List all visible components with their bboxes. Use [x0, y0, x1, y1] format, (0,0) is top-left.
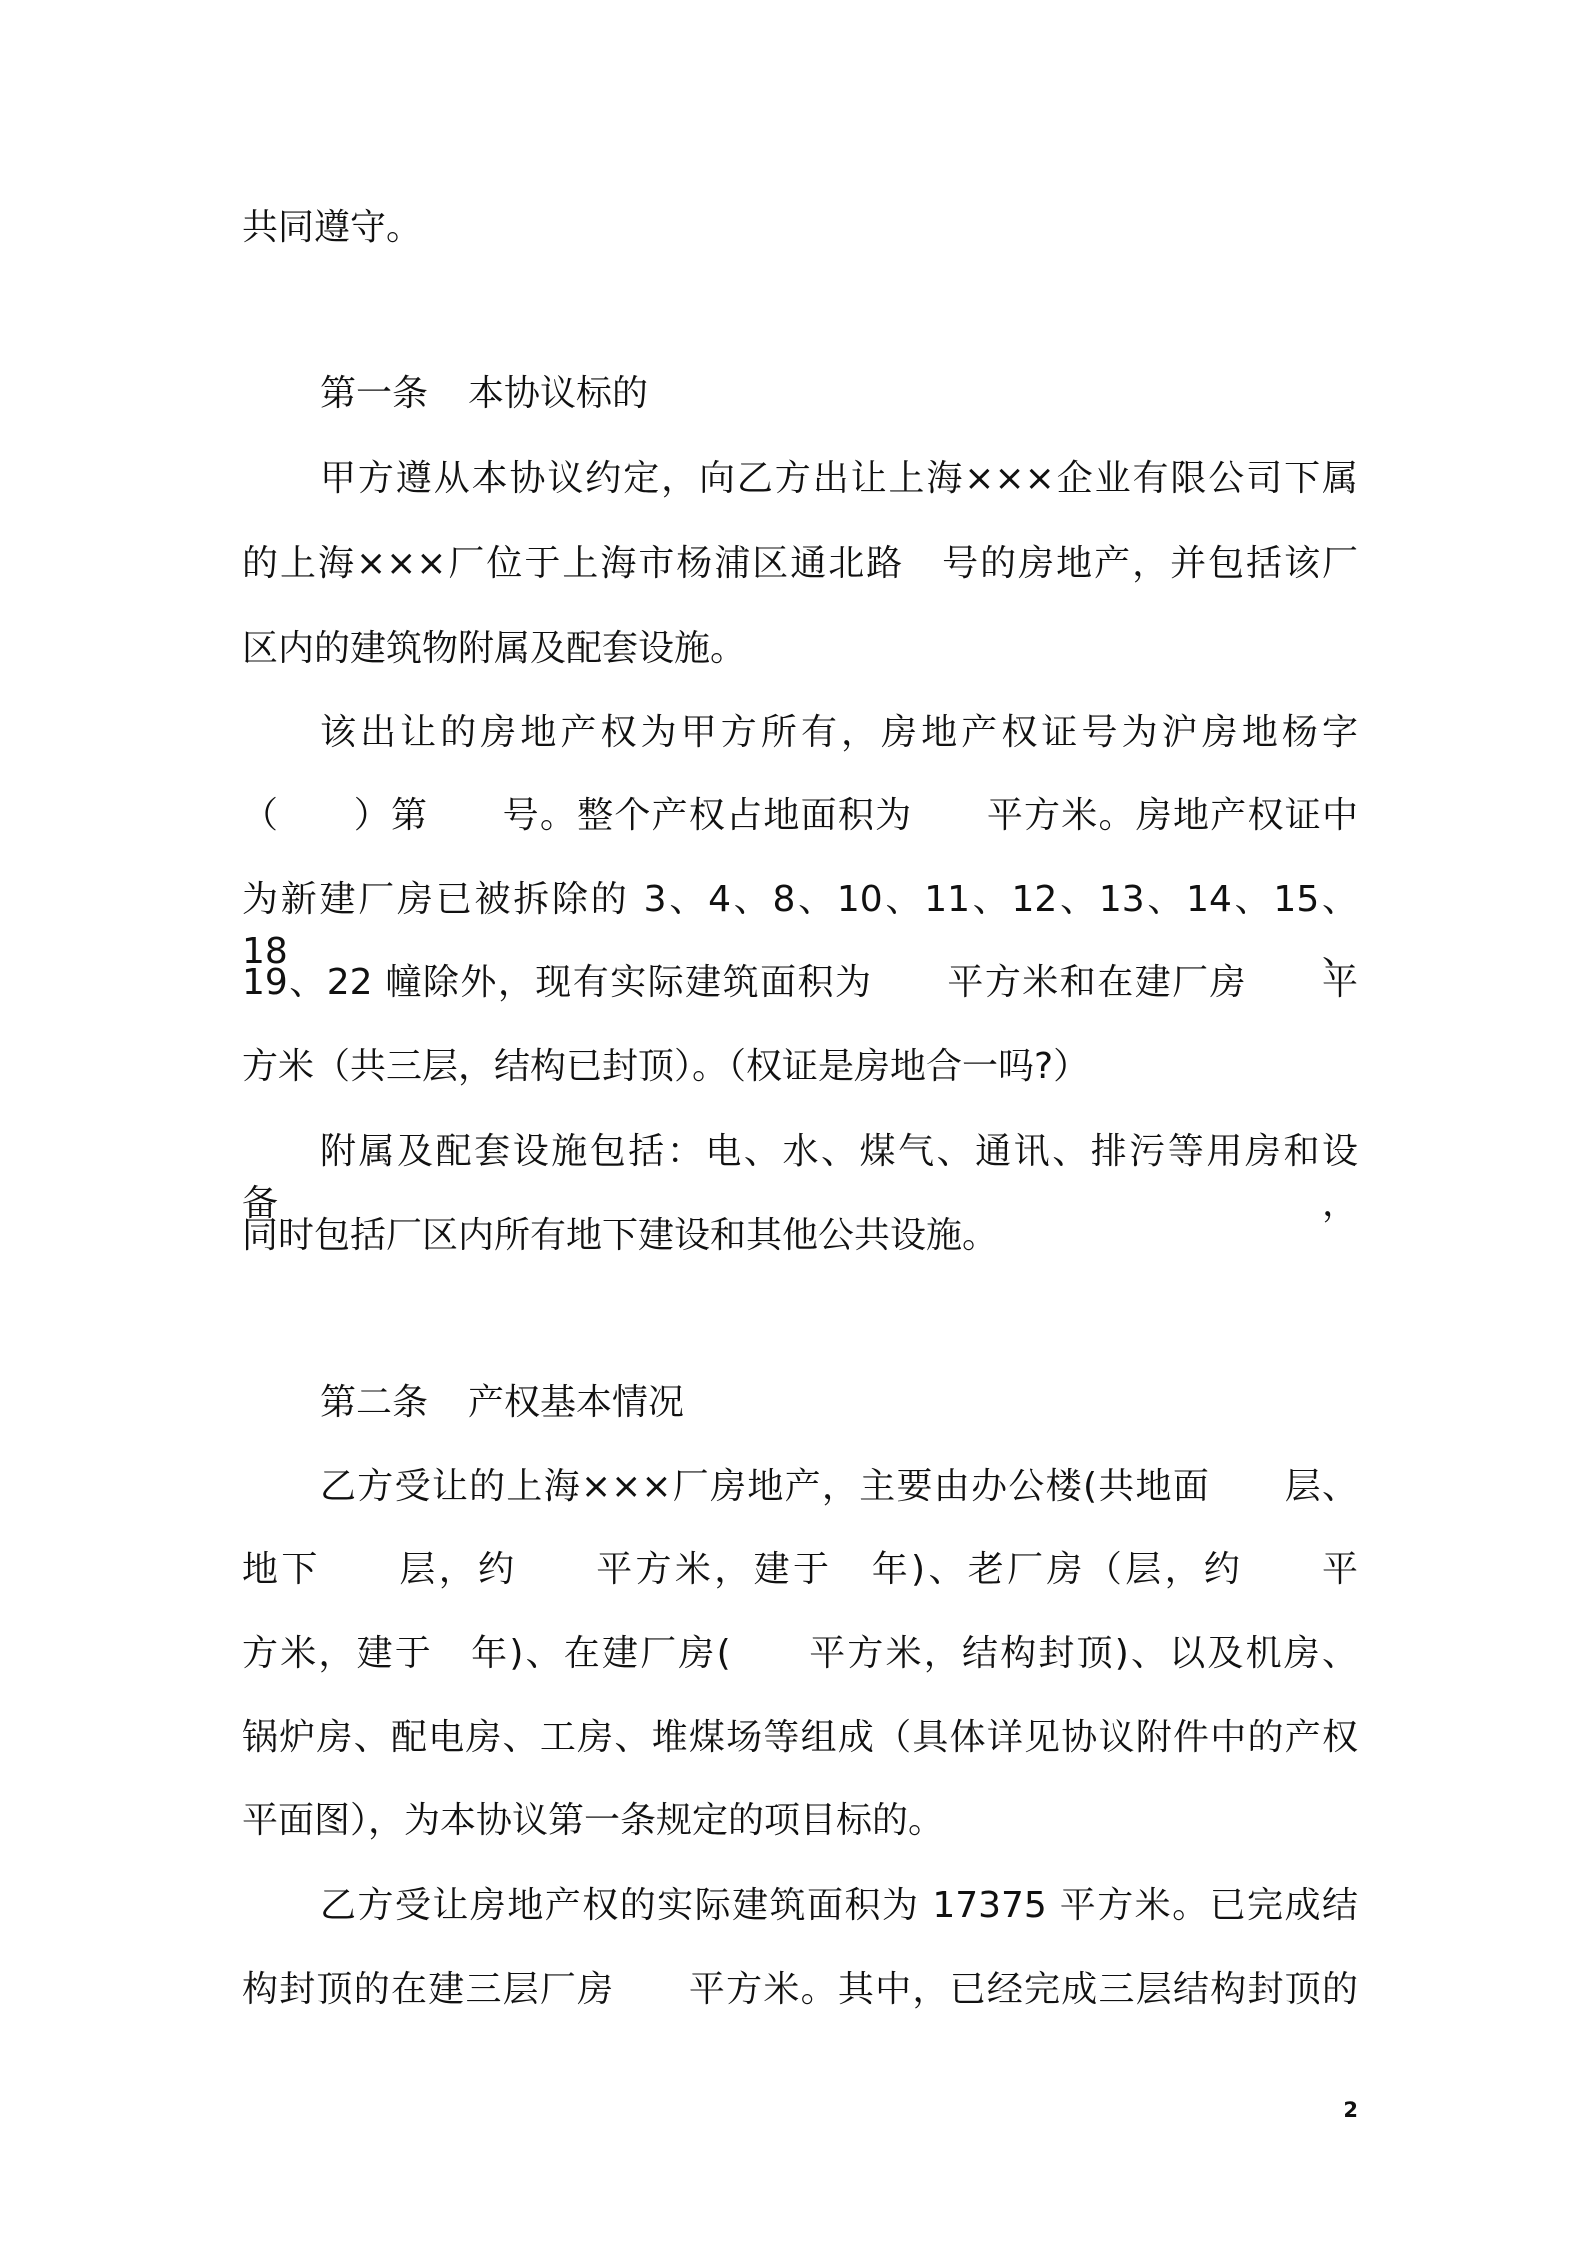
text-line: 锅炉房、配电房、工房、堆煤场等组成（具体详见协议附件中的产权 — [242, 1717, 1358, 1758]
text-line: 乙方受让房地产权的实际建筑面积为 17375 平方米。已完成结 — [320, 1885, 1358, 1926]
text-line: 共同遵守。 — [242, 207, 423, 248]
article-title: 产权基本情况 — [468, 1382, 685, 1423]
article-number: 第一条 — [320, 373, 429, 414]
text-line: 乙方受让的上海×××厂房地产，主要由办公楼(共地面 层、 — [320, 1466, 1358, 1507]
text-line: 该出让的房地产权为甲方所有，房地产权证号为沪房地杨字 — [320, 712, 1358, 753]
text-line: 甲方遵从本协议约定，向乙方出让上海×××企业有限公司下属 — [320, 458, 1358, 499]
text-line: 构封顶的在建三层厂房 平方米。其中，已经完成三层结构封顶的 — [242, 1969, 1358, 2010]
text-line: 方米，建于 年)、在建厂房( 平方米，结构封顶)、以及机房、 — [242, 1633, 1358, 1674]
article-heading — [242, 1377, 1358, 1429]
text-line: 的上海×××厂位于上海市杨浦区通北路 号的房地产，并包括该厂 — [242, 543, 1358, 584]
text-line: 方米（共三层，结构已封顶）。（权证是房地合一吗?） — [242, 1046, 1090, 1087]
page-number: 2 — [1343, 2098, 1358, 2122]
text-line: 为新建厂房已被拆除的 3、4、8、10、11、12、13、14、15、18、 — [242, 879, 1358, 972]
article-title: 本协议标的 — [468, 373, 649, 414]
text-line: 平面图），为本协议第一条规定的项目标的。 — [242, 1800, 945, 1841]
text-line: 19、22 幢除外，现有实际建筑面积为 平方米和在建厂房 平 — [242, 962, 1358, 1003]
text-line: （ ）第 号。整个产权占地面积为 平方米。房地产权证中 — [242, 795, 1358, 836]
text-line: 区内的建筑物附属及配套设施。 — [242, 628, 747, 669]
text-line: 地下 层，约 平方米，建于 年)、老厂房（层，约 平 — [242, 1549, 1358, 1590]
text-line: 附属及配套设施包括：电、水、煤气、通讯、排污等用房和设备， — [242, 1131, 1358, 1224]
article-heading — [242, 368, 1358, 420]
text-line: 同时包括厂区内所有地下建设和其他公共设施。 — [242, 1215, 999, 1256]
article-number: 第二条 — [320, 1382, 429, 1423]
